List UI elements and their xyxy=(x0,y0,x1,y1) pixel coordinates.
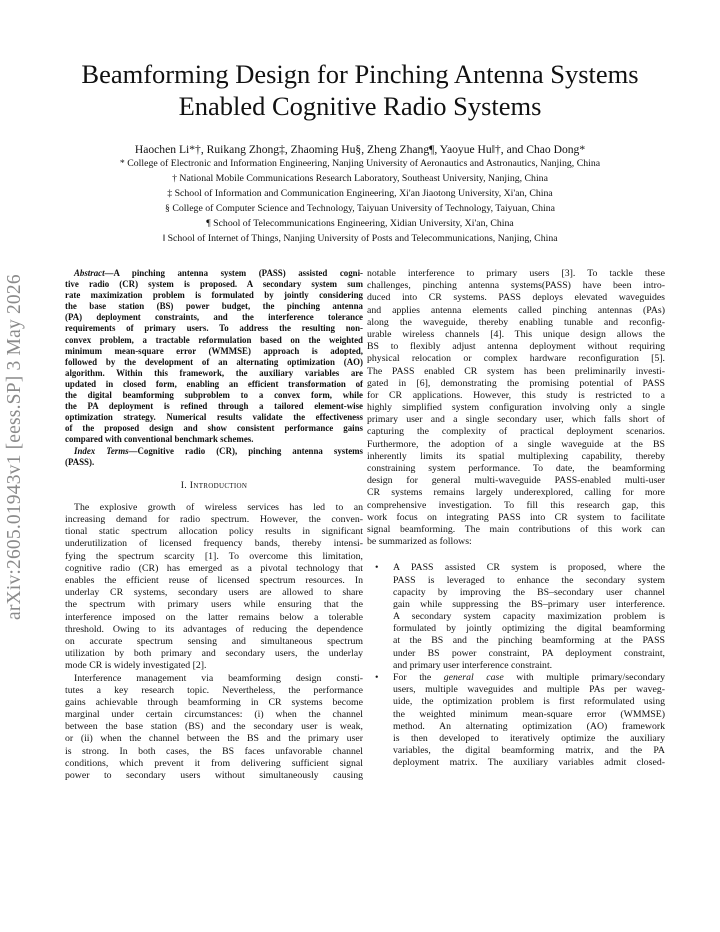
abstract-label: Abstract— xyxy=(74,268,114,278)
affiliation-2: † National Mobile Communications Research Laboratory, Southeast University, Nanjing, China xyxy=(172,172,548,184)
text-line: comprehensive investigation. To fill this research gap, this xyxy=(367,499,665,511)
abstract-line: compared with conventional benchmark schemes. xyxy=(65,434,254,445)
text-line: or (ii) when the channel between the BS and the primary user xyxy=(65,733,363,745)
right-column xyxy=(367,268,665,770)
text-line: uide, the optimization problem is first reformulated using xyxy=(393,696,665,708)
text-line: cognitive radio (CR) has emerged as a pivotal technology that xyxy=(65,562,363,574)
affiliation-3: ‡ School of Information and Communication Engineering, Xi'an Jiaotong University, Xi'an, China xyxy=(167,187,553,199)
abstract-line: of the proposed design and show consistent performance gains xyxy=(65,423,363,434)
text-line: is then developed to iteratively optimize the auxiliary xyxy=(393,732,665,744)
text-line: formulated by jointly optimizing the digital beamforming xyxy=(393,623,665,635)
text-line: enables the efficient reuse of licensed spectrum resources. In xyxy=(65,575,363,587)
affiliation-1: * College of Electronic and Information Engineering, Nanjing University of Aeronautics and Astronautics, Nanjing, China xyxy=(119,158,601,169)
text-line: threshold. Owing to its advantages of reducing the dependence xyxy=(65,623,363,635)
text-line: A secondary system capacity maximization problem is xyxy=(393,611,665,623)
abstract-line: convex problem, a tractable reformulation based on the weighted xyxy=(65,334,363,345)
text-line: capacity by improving the BS–secondary user channel xyxy=(393,586,665,598)
abstract-line: minimum mean-square error (WMMSE) approach is adopted, xyxy=(65,345,363,356)
text-line: underlay CR systems, secondary users are allowed to share xyxy=(65,587,363,599)
text-line: deployment matrix. The auxiliary variables admit closed- xyxy=(393,757,665,769)
text-line: capturing the complexity of practical deployment scenarios. xyxy=(367,426,665,438)
bullet-dot-icon: • xyxy=(375,672,379,683)
text-line: inherently limits its spatial multiplexing capability, thereby xyxy=(367,450,665,462)
index-terms-text: (PASS). xyxy=(65,456,95,467)
text-line: and applies antenna elements called pinching antennas (PAs) xyxy=(367,304,665,316)
text-line: conditions, which prevent it from delivering sufficient signal xyxy=(65,757,363,769)
intro-paragraph-3 xyxy=(367,268,665,548)
text-line: power to secondary users without simultaneously causing xyxy=(65,770,363,782)
text-line: urable wireless channels [4]. This unique design allows the xyxy=(367,328,665,340)
text-fragment: with multiple primary/secondary xyxy=(503,672,665,683)
abstract-line: (PA) deployment constraints, and the interference tolerance xyxy=(65,312,363,323)
text-line: mode CR is widely investigated [2]. xyxy=(65,660,207,672)
contribution-bullet-2 xyxy=(367,672,665,770)
text-line: duced into CR systems. PASS deploys elevated waveguides xyxy=(367,292,665,304)
affiliation-6: ‖ School of Internet of Things, Nanjing University of Posts and Telecommunications, Nanjing, China xyxy=(162,232,558,244)
section-heading-introduction: I. Introduction xyxy=(180,479,248,491)
text-line: gain while suppressing the BS–primary user interference. xyxy=(393,598,665,610)
abstract-line: followed by the development of an alternating optimization (AO) xyxy=(65,356,363,367)
text-line: be summarized as follows: xyxy=(367,536,472,548)
text-line: for CR applications. However, this study is restricted to a xyxy=(367,389,665,401)
abstract-line: updated in closed form, enabling an efficient transformation of xyxy=(65,378,363,389)
abstract-line: algorithm. Within this framework, the auxiliary variables are xyxy=(65,367,363,378)
text-line: physical relocation or complex hardware reconfiguration [5]. xyxy=(367,353,665,365)
text-line: design for general multi-waveguide PASS-enabled multi-user xyxy=(367,475,665,487)
text-line: marginal under certain circumstances: (i) when the channel xyxy=(65,709,363,721)
text-line: on accurate spectrum sensing and simultaneous spectrum xyxy=(65,635,363,647)
text-line: notable interference to primary users [3]. To tackle these xyxy=(367,268,665,279)
bullet-dot-icon: • xyxy=(375,562,379,574)
text-line: between the base station (BS) and the secondary user is weak, xyxy=(65,721,363,733)
text-line: CR systems remains largely underexplored, calling for more xyxy=(367,487,665,499)
paper-title xyxy=(40,58,680,122)
text-line: underutilization of licensed frequency bands, thereby intensi- xyxy=(65,538,363,550)
affiliations xyxy=(40,157,680,246)
affiliation-4: § College of Computer Science and Technology, Taiyuan University of Technology, Taiyuan, China xyxy=(164,202,556,214)
text-line: The PASS enabled CR system has been preliminarily investi- xyxy=(367,365,665,377)
abstract-line: A pinching antenna system (PASS) assisted cogni- xyxy=(113,268,363,278)
text-line: constraining system performance. To date, the beamforming xyxy=(367,463,665,474)
affiliation-5: ¶ School of Telecommunications Engineering, Xidian University, Xi'an, China xyxy=(206,217,514,229)
text-line: under BS power constraint, PA deployment constraint, xyxy=(393,647,665,659)
abstract xyxy=(65,268,363,468)
text-line: A PASS assisted CR system is proposed, where the xyxy=(393,562,665,574)
abstract-line: tive radio (CR) system is proposed. A secondary system sum xyxy=(65,279,363,290)
text-line: variables, the digital beamforming matrix, and the PA xyxy=(393,745,665,757)
text-line: tional static spectrum allocation policy results in significant xyxy=(65,526,363,538)
text-line: The explosive growth of wireless services has led to an xyxy=(74,501,363,513)
text-line: along the waveguide, thereby enabling tunable and reconfig- xyxy=(367,316,665,328)
abstract-line: requirements of primary users. To address the resulting non- xyxy=(65,323,363,334)
text-line: PASS is leveraged to enhance the secondary system xyxy=(393,574,665,586)
text-line: interference imposed on the latter remains below a tolerable xyxy=(65,611,363,623)
author-list: Haochen Li*†, Ruikang Zhong‡, Zhaoming Hu§, Zheng Zhang¶, Yaoyue Hu‖†, and Chao Dong* xyxy=(134,143,586,156)
text-line: work focus on integrating PASS into CR system to facilitate xyxy=(367,511,665,523)
text-line: fying the spectrum scarcity [1]. To overcome this limitation, xyxy=(65,550,363,562)
text-line: Interference management via beamforming design consti- xyxy=(74,672,363,684)
text-line: challenges, pinching antenna systems(PASS) have been intro- xyxy=(367,280,665,292)
text-line: the weighted minimum mean-square error (WMMSE) xyxy=(393,708,665,720)
title-line-2: Enabled Cognitive Radio Systems xyxy=(178,91,542,121)
text-line: the spectrum with primary users while ensuring that the xyxy=(65,599,363,611)
abstract-line: the PA deployment is refined through a tailored element-wise xyxy=(65,401,363,412)
intro-paragraph-1 xyxy=(65,502,363,673)
text-line: Furthermore, the adoption of a single waveguide at the BS xyxy=(367,438,665,450)
text-line: signal beamforming. The main contributions of this work can xyxy=(367,523,665,535)
left-column xyxy=(65,268,363,782)
text-line: increasing demand for radio spectrum. However, the conven- xyxy=(65,514,363,526)
title-line-1: Beamforming Design for Pinching Antenna Systems xyxy=(81,59,639,89)
arxiv-identifier-stamp: arXiv:2605.01943v1 [eess.SP] 3 May 2026 xyxy=(4,274,25,620)
text-line: utilization by both primary and secondary users, the underlay xyxy=(65,648,363,660)
text-line: primary user and a single secondary user, which falls short of xyxy=(367,414,665,426)
index-terms-label: Index Terms— xyxy=(74,445,138,456)
text-line: is strong. In both cases, the BS faces unfavorable channel xyxy=(65,745,363,757)
text-line: highly simplified system configuration involving only a single xyxy=(367,402,665,414)
contribution-bullet-1 xyxy=(367,562,665,672)
text-line: tutes a key research topic. Nevertheless, the performance xyxy=(65,684,363,696)
text-line: gated in [6], demonstrating the promising potential of PASS xyxy=(367,377,665,389)
intro-paragraph-2 xyxy=(65,673,363,783)
abstract-line: the digital beamforming subproblem to a convex form, while xyxy=(65,390,363,401)
abstract-line: rate maximization problem is formulated by jointly considering xyxy=(65,290,363,301)
text-line: method. An alternating optimization (AO) framework xyxy=(393,720,665,732)
text-line: gains achievable through beamforming in CR systems become xyxy=(65,696,363,708)
text-line: and primary user interference constraint. xyxy=(393,659,553,671)
text-fragment: For the xyxy=(393,672,444,683)
text-line: BS to flexibly adjust antenna deployment without requiring xyxy=(367,341,665,353)
abstract-line: optimization strategy. Numerical results validate the effectiveness xyxy=(65,412,363,423)
italic-term: general case xyxy=(443,672,504,683)
abstract-line: the base station (BS) power budget, the pinching antenna xyxy=(65,301,363,312)
index-terms-text: Cognitive radio (CR), pinching antenna systems xyxy=(137,445,363,456)
text-line: users, multiple waveguides and multiple PAs per waveg- xyxy=(393,684,665,696)
text-line: at the BS and the pinching beamforming at the PASS xyxy=(393,635,665,647)
